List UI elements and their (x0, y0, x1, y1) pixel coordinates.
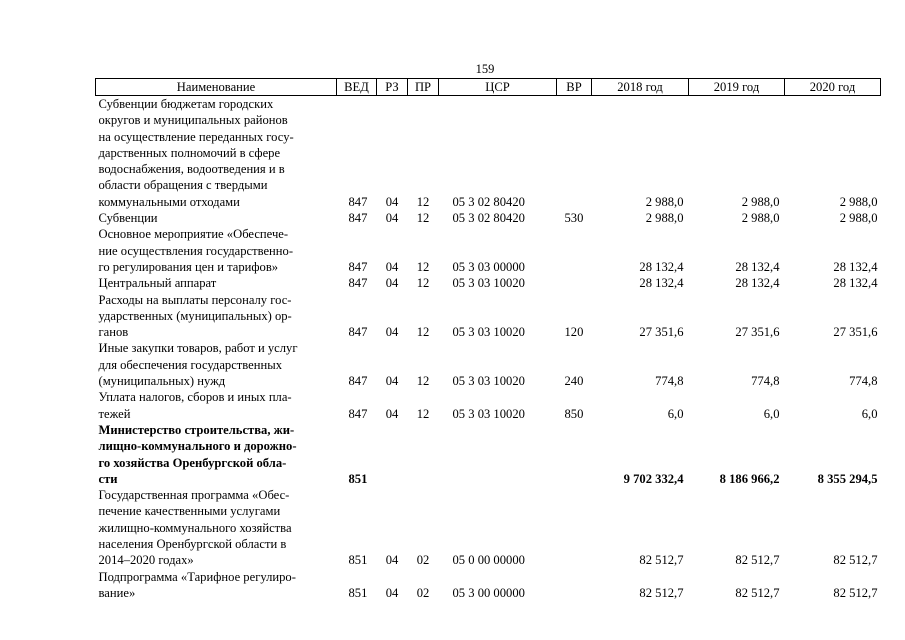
row-csr: 05 3 03 10020 (452, 406, 525, 421)
row-pr: 02 (416, 553, 430, 568)
row-2020: 2 988,0 (839, 194, 878, 209)
row-pr: 12 (416, 406, 430, 421)
row-name (96, 292, 337, 341)
row-2018: 82 512,7 (639, 553, 684, 568)
row-name-line: го регулирования цен и тарифов» (98, 259, 279, 274)
table-row (96, 275, 881, 291)
table-row (96, 389, 881, 422)
row-rz: 04 (385, 325, 399, 340)
row-name-line: водоснабжения, водоотведения и в (98, 162, 285, 177)
row-rz: 04 (385, 259, 399, 274)
row-2019: 2 988,0 (741, 194, 780, 209)
row-csr: 05 3 03 00000 (452, 259, 525, 274)
row-rz (377, 422, 408, 487)
row-name-line: Субвенции бюджетам городских (98, 97, 274, 111)
row-2019: 8 186 966,2 (719, 471, 780, 486)
row-csr: 05 3 03 10020 (452, 374, 525, 389)
header-rz: РЗ (377, 79, 408, 96)
header-2020: 2020 год (785, 79, 881, 96)
row-2019: 6,0 (763, 406, 780, 421)
row-2018: 28 132,4 (639, 276, 684, 291)
row-name-line: округов и муниципальных районов (98, 113, 288, 128)
row-csr: 05 3 03 10020 (452, 276, 525, 291)
row-ved: 847 (348, 211, 368, 226)
row-pr: 12 (416, 211, 430, 226)
row-2020: 82 512,7 (833, 553, 878, 568)
row-csr: 05 3 02 80420 (452, 211, 525, 226)
row-rz: 04 (385, 406, 399, 421)
row-csr: 05 0 00 00000 (452, 553, 525, 568)
table-row (96, 292, 881, 341)
row-pr: 02 (416, 585, 430, 600)
header-name: Наименование (96, 79, 337, 96)
row-ved: 847 (348, 374, 368, 389)
row-name-line: (муниципальных) нужд (98, 374, 226, 389)
row-vr (557, 422, 592, 487)
row-name-line: печение качественными услугами (98, 504, 281, 519)
row-2019: 82 512,7 (735, 553, 780, 568)
row-rz: 04 (385, 585, 399, 600)
row-name-line: Уплата налогов, сборов и иных пла- (98, 390, 292, 405)
row-2019: 28 132,4 (735, 276, 780, 291)
row-pr: 12 (416, 259, 430, 274)
row-name-line: населения Оренбургской области в (98, 537, 287, 552)
row-vr (557, 226, 592, 275)
row-vr (557, 487, 592, 568)
row-2020: 27 351,6 (833, 325, 878, 340)
row-2018: 82 512,7 (639, 585, 684, 600)
row-2018: 9 702 332,4 (623, 471, 684, 486)
row-2018: 6,0 (667, 406, 684, 421)
row-name (96, 569, 337, 602)
row-name-line: Основное мероприятие «Обеспече- (98, 227, 289, 242)
row-ved: 851 (348, 585, 368, 600)
row-name-line: Субвенции (98, 211, 158, 226)
row-name (96, 210, 337, 226)
row-name-line: дарственных полномочий в сфере (98, 145, 281, 160)
row-name (96, 96, 337, 211)
row-2018: 774,8 (655, 374, 684, 389)
row-2018: 27 351,6 (639, 325, 684, 340)
row-name (96, 389, 337, 422)
row-2018: 2 988,0 (645, 211, 684, 226)
row-rz: 04 (385, 374, 399, 389)
row-csr: 05 3 02 80420 (452, 194, 525, 209)
row-pr: 12 (416, 194, 430, 209)
table-row (96, 487, 881, 568)
row-csr: 05 3 03 10020 (452, 325, 525, 340)
row-name-line: коммунальными отходами (98, 194, 240, 209)
row-vr: 530 (564, 211, 584, 226)
row-name-line: вание» (98, 585, 136, 600)
header-ved: ВЕД (337, 79, 377, 96)
row-2019: 28 132,4 (735, 259, 780, 274)
row-name (96, 340, 337, 389)
table-row (96, 422, 881, 487)
row-name-line: для обеспечения государственных (98, 357, 283, 372)
row-vr: 240 (564, 374, 584, 389)
row-vr (557, 96, 592, 211)
row-name-line: на осуществление переданных госу- (98, 129, 294, 144)
row-2019: 27 351,6 (735, 325, 780, 340)
row-pr: 12 (416, 325, 430, 340)
row-2018: 28 132,4 (639, 259, 684, 274)
row-name-line: ганов (98, 325, 129, 340)
row-ved: 847 (348, 194, 368, 209)
row-csr (439, 422, 557, 487)
header-2018: 2018 год (592, 79, 689, 96)
row-ved: 851 (348, 471, 368, 486)
row-2018: 2 988,0 (645, 194, 684, 209)
row-ved: 847 (348, 325, 368, 340)
row-name-line: Иные закупки товаров, работ и услуг (98, 341, 298, 356)
row-2019: 2 988,0 (741, 211, 780, 226)
table-body (96, 96, 881, 602)
row-2020: 82 512,7 (833, 585, 878, 600)
row-2020: 28 132,4 (833, 276, 878, 291)
row-2020: 8 355 294,5 (817, 471, 878, 486)
row-2020: 6,0 (861, 406, 878, 421)
row-2020: 774,8 (849, 374, 878, 389)
row-name (96, 487, 337, 568)
row-pr: 12 (416, 276, 430, 291)
row-vr (557, 275, 592, 291)
row-name-line: Государственная программа «Обес- (98, 488, 290, 503)
row-2019: 82 512,7 (735, 585, 780, 600)
row-vr: 120 (564, 325, 584, 340)
row-2019: 774,8 (751, 374, 780, 389)
row-vr (557, 569, 592, 602)
table-row (96, 96, 881, 211)
table-header (96, 79, 881, 96)
row-name-line: Министерство строительства, жи- (98, 422, 295, 437)
row-csr: 05 3 00 00000 (452, 585, 525, 600)
row-ved: 847 (348, 406, 368, 421)
row-rz: 04 (385, 211, 399, 226)
row-vr: 850 (564, 406, 584, 421)
row-rz: 04 (385, 194, 399, 209)
row-name-line: ударственных (муниципальных) ор- (98, 308, 292, 323)
row-rz: 04 (385, 553, 399, 568)
page-number: 159 (475, 62, 495, 76)
table-row (96, 226, 881, 275)
row-2020: 2 988,0 (839, 211, 878, 226)
row-ved: 851 (348, 553, 368, 568)
header-2019: 2019 год (689, 79, 785, 96)
header-vr: ВР (557, 79, 592, 96)
row-name-line: сти (98, 471, 118, 486)
row-rz: 04 (385, 276, 399, 291)
row-name-line: лищно-коммунального и дорожно- (98, 439, 297, 454)
table-row (96, 340, 881, 389)
budget-table (95, 78, 881, 601)
row-name-line: 2014–2020 годах» (98, 553, 194, 568)
row-name-line: Центральный аппарат (98, 276, 217, 291)
row-pr (408, 422, 439, 487)
row-ved: 847 (348, 259, 368, 274)
row-name-line: го хозяйства Оренбургской обла- (98, 455, 287, 470)
table-row (96, 569, 881, 602)
row-ved: 847 (348, 276, 368, 291)
header-pr: ПР (408, 79, 439, 96)
row-name-line: ние осуществления государственно- (98, 243, 294, 258)
row-name (96, 422, 337, 487)
row-name (96, 226, 337, 275)
row-name-line: Подпрограмма «Тарифное регулиро- (98, 569, 296, 584)
row-name-line: тежей (98, 406, 131, 421)
row-name-line: области обращения с твердыми (98, 178, 268, 193)
row-pr: 12 (416, 374, 430, 389)
row-name (96, 275, 337, 291)
row-name-line: Расходы на выплаты персоналу гос- (98, 292, 292, 307)
row-name-line: жилищно-коммунального хозяйства (98, 520, 292, 535)
row-2020: 28 132,4 (833, 259, 878, 274)
header-csr: ЦСР (439, 79, 557, 96)
table-row (96, 210, 881, 226)
